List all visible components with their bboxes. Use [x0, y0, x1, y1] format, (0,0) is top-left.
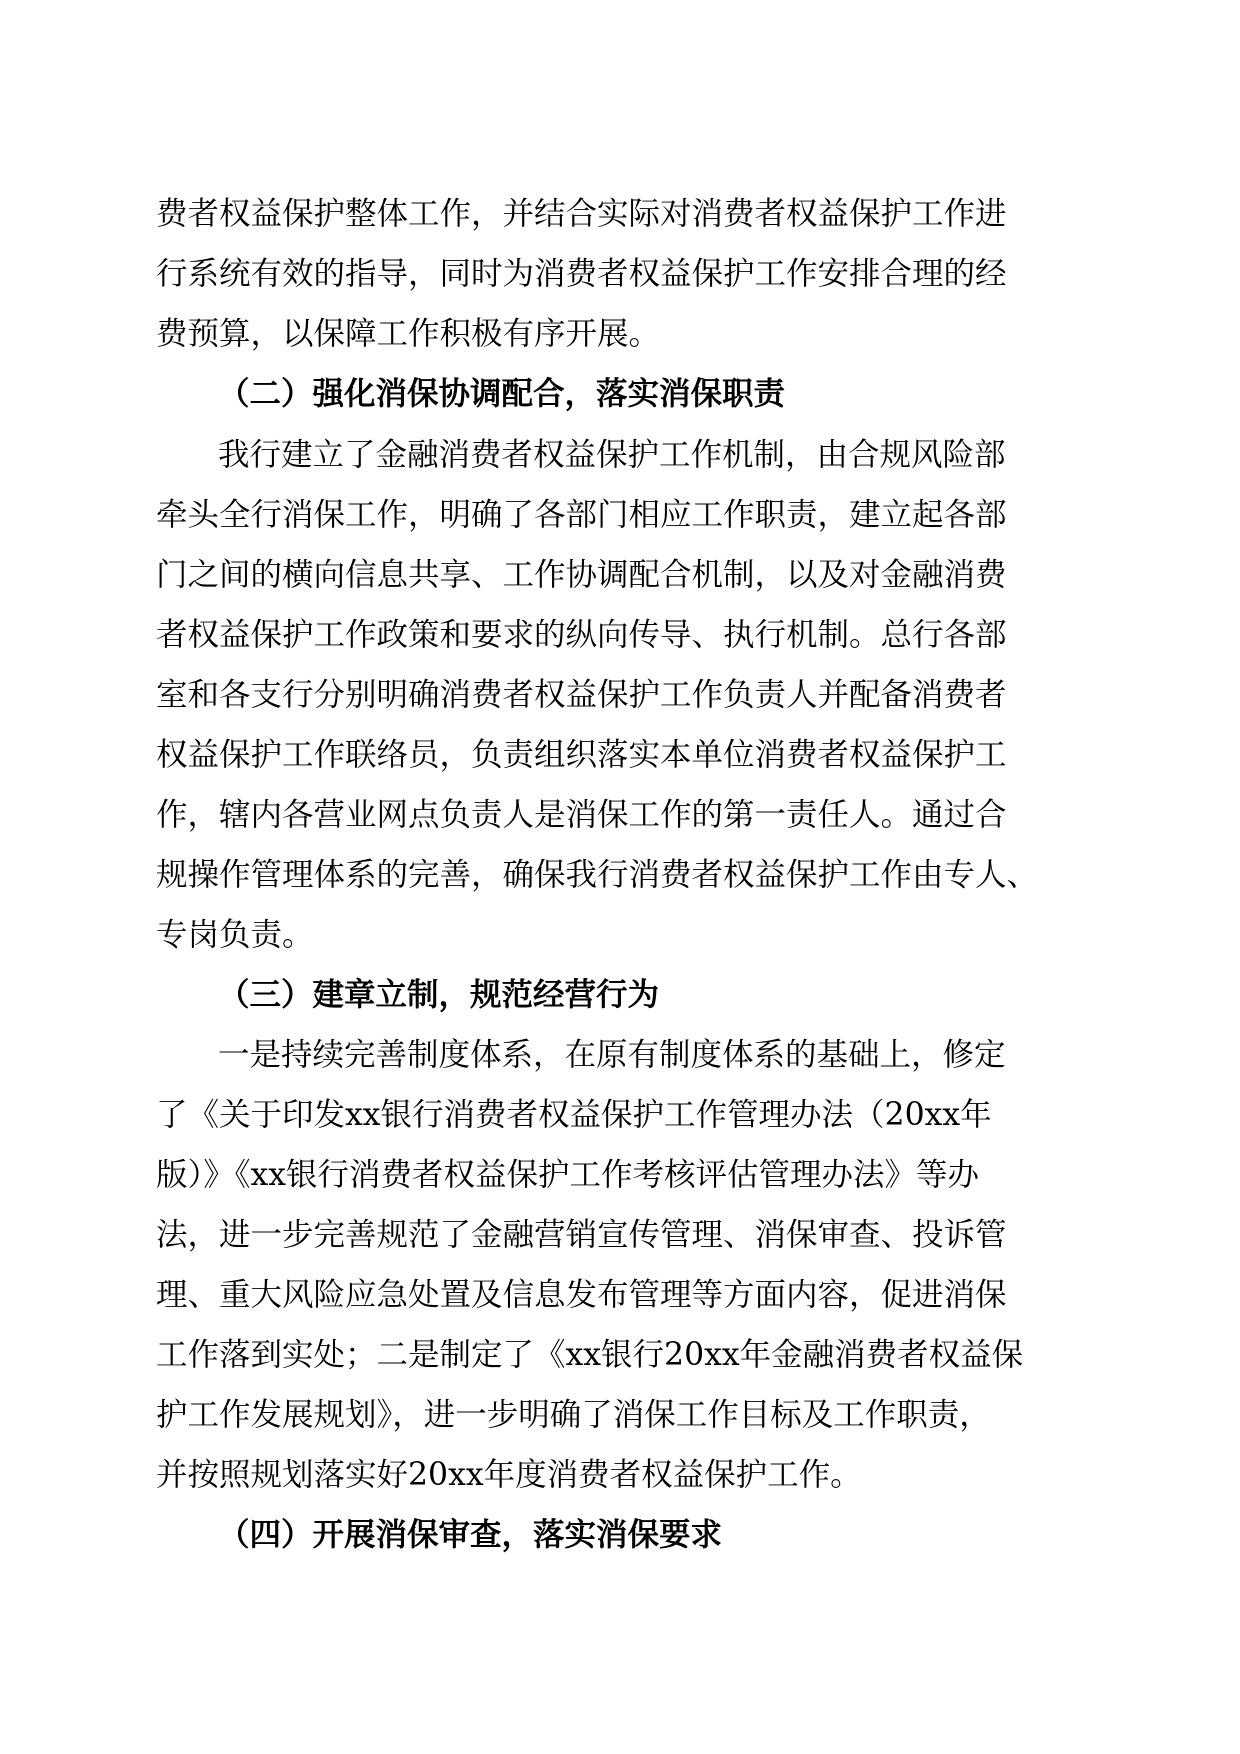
paragraph-line: 作，辖内各营业网点负责人是消保工作的第一责任人。通过合 — [156, 797, 1007, 833]
paragraph-line: 规操作管理体系的完善，确保我行消费者权益保护工作由专人、 — [156, 857, 1039, 893]
paragraph-line: 工作落到实处；二是制定了《xx银行20xx年金融消费者权益保 — [156, 1337, 1024, 1373]
paragraph-line: 了《关于印发xx银行消费者权益保护工作管理办法（20xx年 — [156, 1097, 992, 1133]
paragraph-line: 一是持续完善制度体系，在原有制度体系的基础上，修定 — [218, 1037, 1006, 1073]
paragraph-line: 门之间的横向信息共享、工作协调配合机制，以及对金融消费 — [156, 557, 1007, 593]
paragraph-line: 版）》《xx银行消费者权益保护工作考核评估管理办法》等办 — [156, 1157, 980, 1193]
paragraph-line: 牵头全行消保工作，明确了各部门相应工作职责，建立起各部 — [156, 497, 1007, 533]
paragraph-line: 专岗负责。 — [156, 917, 314, 953]
paragraph-line: 费者权益保护整体工作，并结合实际对消费者权益保护工作进 — [156, 196, 1007, 232]
paragraph-line: 室和各支行分别明确消费者权益保护工作负责人并配备消费者 — [156, 677, 1007, 713]
paragraph-line: 费预算，以保障工作积极有序开展。 — [156, 316, 661, 352]
section-heading: （二）强化消保协调配合，落实消保职责 — [218, 376, 786, 412]
paragraph-line: 我行建立了金融消费者权益保护工作机制，由合规风险部 — [218, 437, 1006, 473]
paragraph-line: 法，进一步完善规范了金融营销宣传管理、消保审查、投诉管 — [156, 1217, 1007, 1253]
paragraph-line: 行系统有效的指导，同时为消费者权益保护工作安排合理的经 — [156, 256, 1007, 292]
section-heading: （四）开展消保审查，落实消保要求 — [218, 1517, 723, 1553]
paragraph-line: 权益保护工作联络员，负责组织落实本单位消费者权益保护工 — [156, 737, 1007, 773]
paragraph-line: 并按照规划落实好20xx年度消费者权益保护工作。 — [156, 1457, 862, 1493]
paragraph-line: 理、重大风险应急处置及信息发布管理等方面内容，促进消保 — [156, 1277, 1007, 1313]
section-heading: （三）建章立制，规范经营行为 — [218, 977, 660, 1013]
paragraph-line: 护工作发展规划》，进一步明确了消保工作目标及工作职责， — [156, 1397, 991, 1433]
paragraph-line: 者权益保护工作政策和要求的纵向传导、执行机制。总行各部 — [156, 617, 1007, 653]
